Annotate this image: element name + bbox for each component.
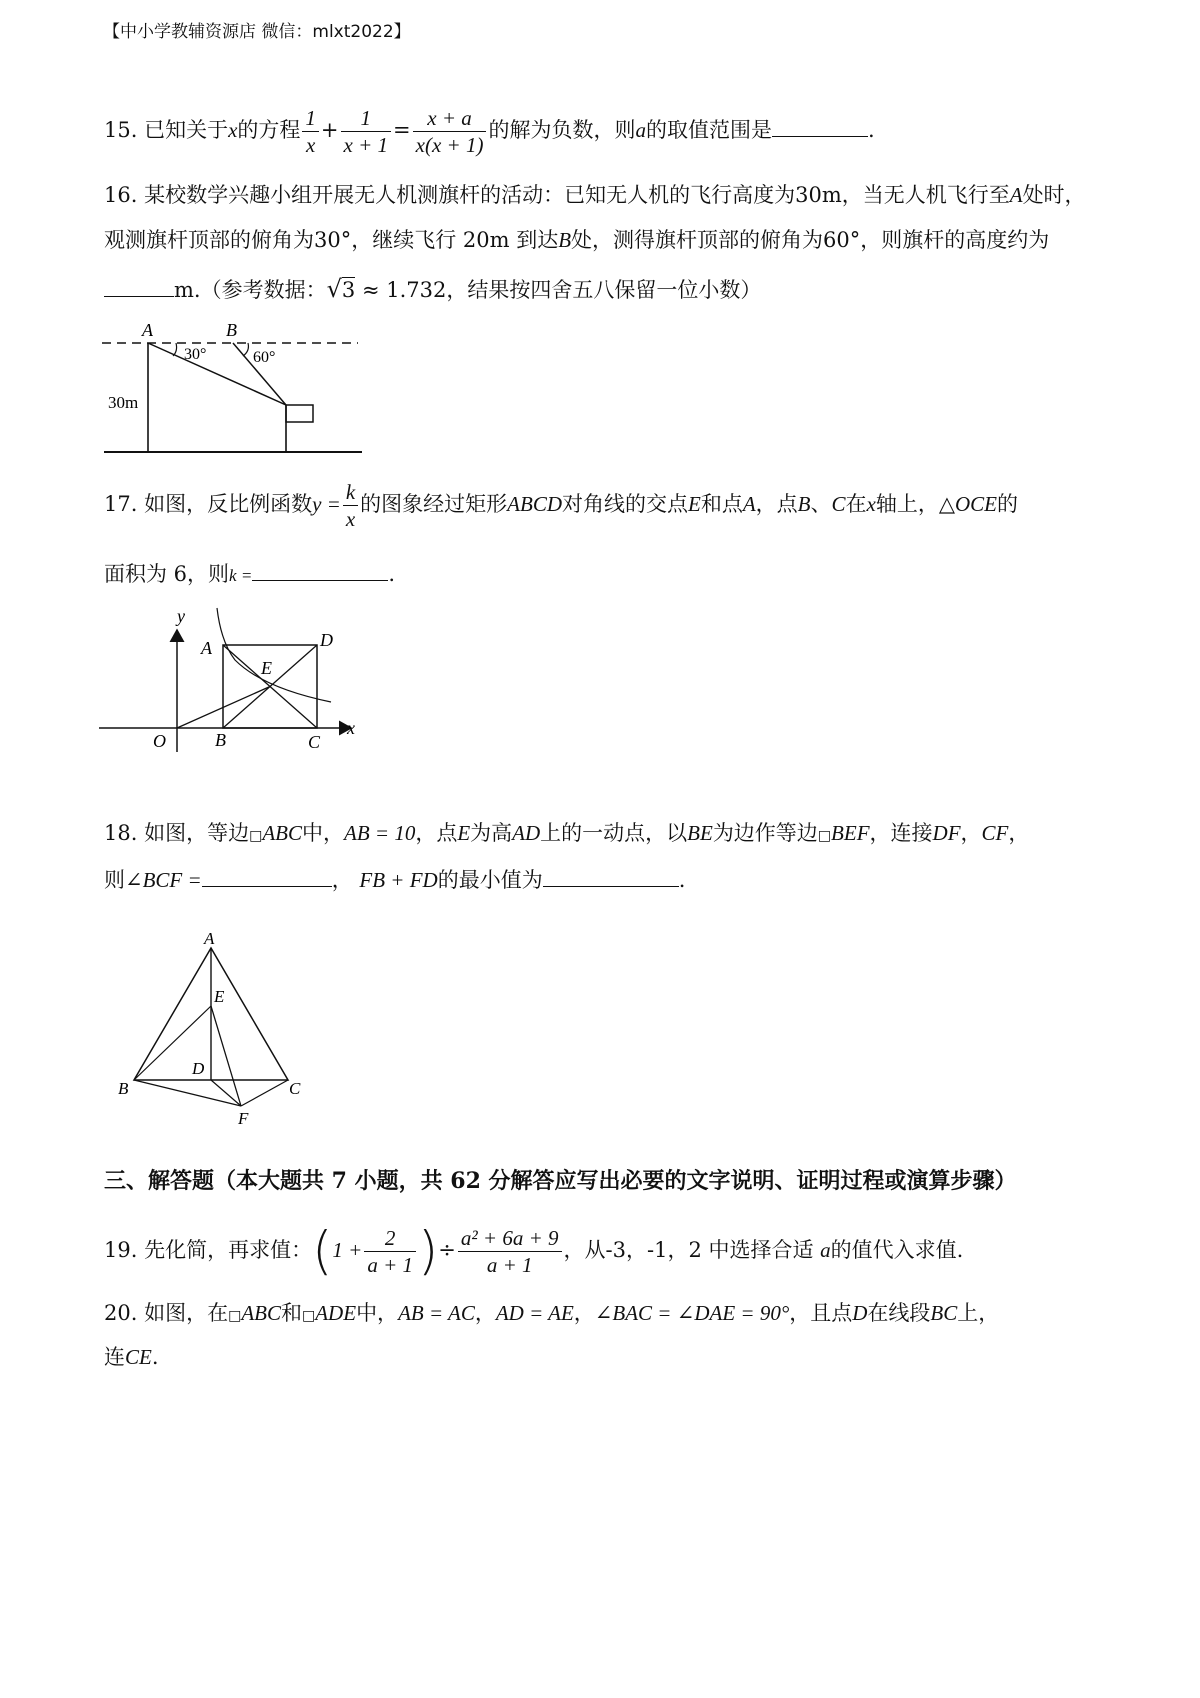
flag [286,405,313,422]
question-17-line-1: 17. 如图，反比例函数y = $\frac{k}{x}$ 的图象经过矩形ABCD对角线的交点E和点A，点B、C在x轴上，△OCE的 [104,480,1018,531]
fraction-quadratic: $\frac{\text{a² + 6a + 9}}{a + 1}$ [458,1225,562,1278]
label-angle-60: 60° [253,349,276,366]
label-e: E [261,658,272,678]
question-16-line-3: m.（参考数据：√3 ≈ 1.732，结果按四舍五八保留一位小数） [104,274,761,305]
question-number: 20. [104,1301,138,1325]
question-number: 16. [104,183,138,207]
question-number: 19. [104,1238,138,1262]
label-c: C [289,1079,301,1098]
label-x: x [347,718,355,738]
question-number: 15. [104,118,138,142]
question-18-line-2: 则∠BCF = ， FB + FD的最小值为 . [104,864,685,895]
question-18-line-1: 18. 如图，等边□ABC中，AB = 10，点E为高AD上的一动点，以BE为边作等边□BEF，连接DF，CF， [104,821,1030,845]
fraction-1-over-x: $\frac{1}{x}$ [302,105,319,158]
label-angle-30: 30° [184,346,207,363]
segment-bf [134,1080,241,1106]
label-e: E [214,987,225,1006]
label-height: 30m [108,393,139,412]
label-b: B [226,320,237,340]
fraction-rhs: $\frac{x + a}{x(x + 1)}$ [413,105,487,158]
question-17-line-2: 面积为 6，则k = . [104,558,395,591]
fraction-2-over-a-plus-1: $\frac{2}{a + 1}$ [364,1225,416,1278]
answer-blank [202,864,332,887]
question-16-line-2: 观测旗杆顶部的俯角为30°，继续飞行 20m 到达B处，测得旗杆顶部的俯角为60°，则旗杆的高度约为 [104,228,1050,252]
question-number: 18. [104,821,138,845]
answer-blank [104,274,174,297]
label-c: C [308,732,321,752]
segment-cf [241,1080,288,1106]
source-header: 【中小学教辅资源店 微信：mlxt2022】 [103,22,411,42]
answer-blank [543,864,679,887]
equilateral-triangle-figure [110,926,320,1136]
sqrt-symbol: √ [326,275,342,303]
question-15: 15. 已知关于x的方程 $\frac{1}{x}$ + $\frac{1}{x + 1}$ = $\frac{x + a}{x(x + 1)}$ 的解为负数，则a的取值范围是 . [104,106,875,157]
answer-blank [252,558,388,581]
segment-ef [211,1006,241,1106]
label-d: D [320,630,333,650]
fraction-1-over-x-plus-1: $\frac{1}{x + 1}$ [341,105,392,158]
label-y: y [177,606,185,626]
question-20-line-1: 20. 如图，在□ABC和□ADE中，AB = AC，AD = AE，∠BAC = ∠DAE = 90°，且点D在线段BC上， [104,1301,1000,1325]
label-d: D [192,1059,205,1078]
question-19: 19. 先化简，再求值：(1 + $\frac{2}{a + 1}$ )÷ $\frac{\text{a² + 6a + 9}}{a + 1}$ ，从-3，-1，2 中选择合适 a的值代入求值. [104,1221,964,1282]
inverse-proportion-figure [95,600,365,760]
label-b: B [118,1079,129,1098]
angle-arc-60 [243,343,248,356]
label-f: F [238,1109,249,1128]
question-number: 17. [104,492,138,516]
label-b: B [215,730,226,750]
section-title: 三、解答题（本大题共 7 小题，共 62 分解答应写出必要的文字说明、证明过程或演算步骤） [104,1168,1017,1194]
label-o: O [153,731,166,751]
label-a: A [142,320,153,340]
answer-blank [772,114,868,137]
question-20-line-2: 连CE. [104,1345,159,1369]
label-a: A [201,638,212,658]
question-16-line-1: 16. 某校数学兴趣小组开展无人机测旗杆的活动：已知无人机的飞行高度为30m，当无人机飞行至A处时， [104,183,1086,207]
label-a: A [204,929,215,948]
drone-flagpole-figure [100,318,370,460]
fraction-k-over-x: $\frac{k}{x}$ [343,479,358,532]
